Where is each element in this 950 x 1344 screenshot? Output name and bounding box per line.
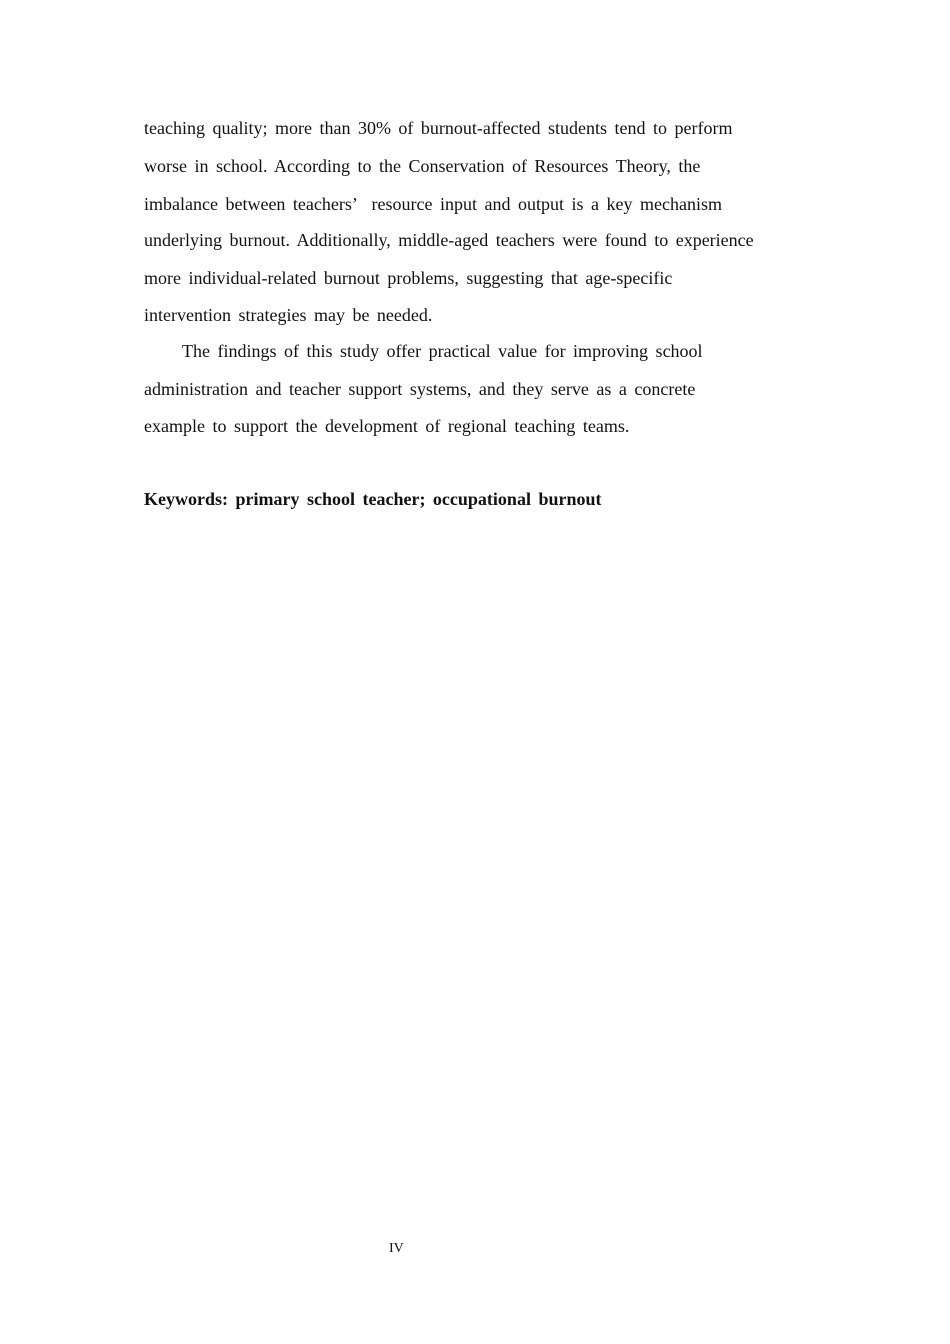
paragraph-line: underlying burnout. Additionally, middle-aged teachers were found to experience bbox=[144, 230, 754, 250]
paragraph-line: more individual-related burnout problems, suggesting that age-specific bbox=[144, 268, 673, 288]
paragraph-line: intervention strategies may be needed. bbox=[144, 305, 433, 325]
paragraph-line: teaching quality; more than 30% of burnout-affected students tend to perform bbox=[144, 118, 733, 138]
paragraph-line: worse in school. According to the Conservation of Resources Theory, the bbox=[144, 156, 701, 176]
keywords-line: Keywords: primary school teacher; occupational burnout bbox=[144, 489, 602, 509]
paragraph-line: administration and teacher support systems, and they serve as a concrete bbox=[144, 379, 696, 399]
page-number: IV bbox=[389, 1241, 404, 1256]
paragraph-line: example to support the development of regional teaching teams. bbox=[144, 416, 630, 436]
paragraph-line: imbalance between teachers’ resource input and output is a key mechanism bbox=[144, 194, 722, 214]
paragraph-line: The findings of this study offer practical value for improving school bbox=[182, 341, 703, 361]
